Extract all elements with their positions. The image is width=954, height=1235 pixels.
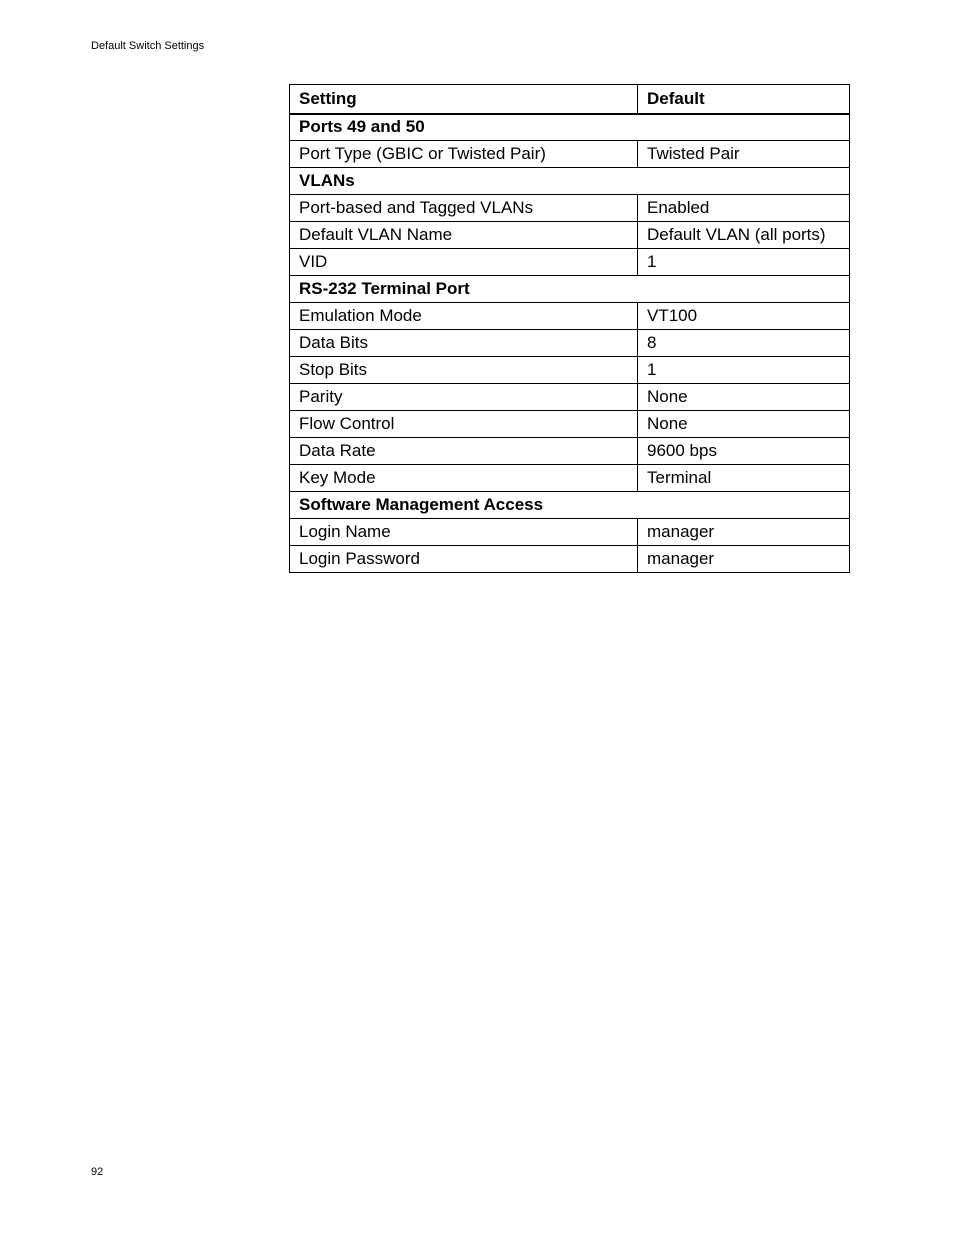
default-cell: 9600 bps — [638, 438, 850, 465]
setting-cell: VID — [290, 249, 638, 276]
setting-cell: Port-based and Tagged VLANs — [290, 195, 638, 222]
default-cell: Terminal — [638, 465, 850, 492]
section-title: RS-232 Terminal Port — [290, 276, 850, 303]
page-number: 92 — [91, 1166, 104, 1178]
running-header: Default Switch Settings — [91, 40, 205, 52]
section-row — [290, 276, 850, 303]
default-cell: 1 — [638, 357, 850, 384]
section-row — [290, 492, 850, 519]
default-cell: 1 — [638, 249, 850, 276]
table-header-row — [290, 85, 850, 114]
section-row — [290, 168, 850, 195]
section-row — [290, 114, 850, 141]
table-row — [290, 357, 850, 384]
table-row — [290, 384, 850, 411]
default-cell: manager — [638, 519, 850, 546]
setting-cell: Default VLAN Name — [290, 222, 638, 249]
setting-cell: Port Type (GBIC or Twisted Pair) — [290, 141, 638, 168]
default-cell: None — [638, 411, 850, 438]
setting-cell: Flow Control — [290, 411, 638, 438]
table-row — [290, 519, 850, 546]
table-row — [290, 330, 850, 357]
setting-cell: Emulation Mode — [290, 303, 638, 330]
setting-cell: Login Name — [290, 519, 638, 546]
column-header-setting: Setting — [290, 85, 638, 114]
table-row — [290, 465, 850, 492]
default-cell: Default VLAN (all ports) — [638, 222, 850, 249]
column-header-default: Default — [638, 85, 850, 114]
default-cell: 8 — [638, 330, 850, 357]
section-title: Ports 49 and 50 — [290, 114, 850, 141]
table-row — [290, 411, 850, 438]
table-row — [290, 195, 850, 222]
setting-cell: Login Password — [290, 546, 638, 573]
setting-cell: Stop Bits — [290, 357, 638, 384]
default-cell: manager — [638, 546, 850, 573]
default-cell: Twisted Pair — [638, 141, 850, 168]
table-row — [290, 222, 850, 249]
section-title: VLANs — [290, 168, 850, 195]
setting-cell: Key Mode — [290, 465, 638, 492]
setting-cell: Data Bits — [290, 330, 638, 357]
default-cell: VT100 — [638, 303, 850, 330]
default-cell: None — [638, 384, 850, 411]
table-row — [290, 303, 850, 330]
setting-cell: Data Rate — [290, 438, 638, 465]
setting-cell: Parity — [290, 384, 638, 411]
table-row — [290, 438, 850, 465]
table-row — [290, 546, 850, 573]
table-row — [290, 141, 850, 168]
default-settings-table — [289, 84, 850, 573]
section-title: Software Management Access — [290, 492, 850, 519]
default-cell: Enabled — [638, 195, 850, 222]
table-row — [290, 249, 850, 276]
